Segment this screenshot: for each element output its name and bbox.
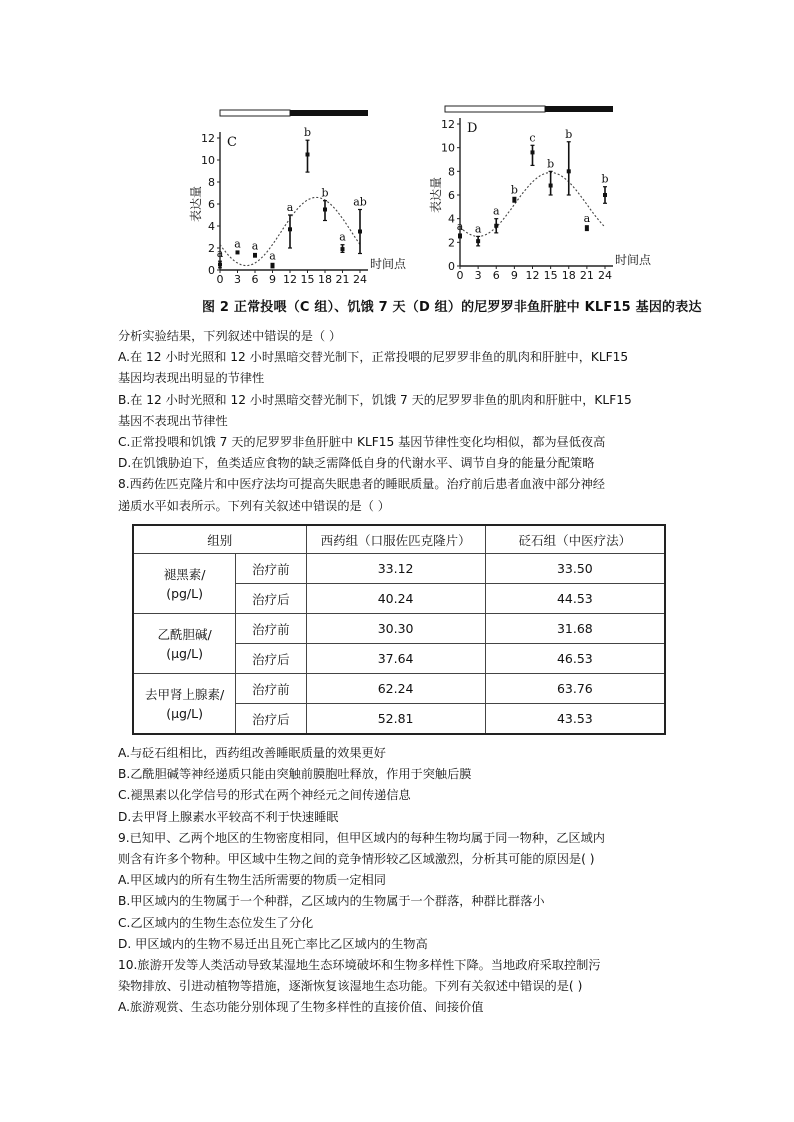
y-tick-label: 4 xyxy=(448,212,455,226)
q9-option-c: C.乙区域内的生物生态位发生了分化 xyxy=(118,915,314,930)
y-tick-label: 8 xyxy=(208,176,215,189)
q10-stem-line2: 染物排放、引进动植物等措施，逐渐恢复该湿地生态功能。下列有关叙述中错误的是( ) xyxy=(118,979,583,994)
data-point xyxy=(218,263,222,267)
y-axis-label: 表达量 xyxy=(189,185,203,223)
acetylcholine-unit: (μg/L) xyxy=(166,645,204,661)
significance-label: a xyxy=(474,222,482,236)
significance-label: b xyxy=(303,126,312,140)
q10-stem-line1: 10.旅游开发等人类活动导致某湿地生态环境破坏和生物多样性下降。当地政府采取控制污 xyxy=(118,958,601,973)
norepinephrine-unit: (μg/L) xyxy=(166,705,204,721)
data-point xyxy=(271,264,275,268)
q7-option-d: D.在饥饿胁迫下，鱼类适应食物的缺乏需降低自身的代谢水平、调节自身的能量分配策略 xyxy=(118,456,595,471)
melatonin-label: 褪黑素/ xyxy=(163,566,206,582)
cell-after: 治疗后 xyxy=(236,704,306,735)
x-tick-label: 18 xyxy=(318,273,332,286)
q9-stem-line2: 则含有许多个物种。甲区域中生物之间的竞争情形较乙区域激烈，分析其可能的原因是( ) xyxy=(118,852,595,867)
x-tick-label: 6 xyxy=(251,273,259,286)
y-tick-label: 0 xyxy=(208,264,215,277)
panel-label: D xyxy=(467,121,478,136)
q8-option-a: A.与砭石组相比，西药组改善睡眠质量的效果更好 xyxy=(118,746,386,760)
cell-value: 31.68 xyxy=(485,614,665,644)
question-8-options-and-more xyxy=(118,743,678,1019)
data-point xyxy=(236,250,240,254)
cell-value: 33.50 xyxy=(485,554,665,584)
cell-before: 治疗前 xyxy=(236,554,306,584)
x-axis-label: 时间点 xyxy=(615,253,652,267)
data-point xyxy=(476,239,480,243)
cell-value: 33.12 xyxy=(306,554,485,584)
th-stone: 砭石组（中医疗法） xyxy=(485,525,665,554)
cell-after: 治疗后 xyxy=(236,644,306,674)
q9-option-b: B.甲区域内的生物属于一个种群，乙区域内的生物属于一个群落，种群比群落小 xyxy=(118,894,545,909)
data-point xyxy=(323,208,327,212)
x-tick-label: 15 xyxy=(543,269,558,282)
y-tick-label: 12 xyxy=(441,118,455,131)
x-tick-label: 15 xyxy=(300,273,315,286)
th-west: 西药组（口服佐匹克隆片） xyxy=(306,525,485,554)
x-axis-label: 时间点 xyxy=(370,257,407,271)
data-point xyxy=(531,150,535,154)
significance-label: c xyxy=(529,131,536,145)
melatonin-unit: (pg/L) xyxy=(166,585,203,601)
significance-label: b xyxy=(565,127,573,141)
y-tick-label: 6 xyxy=(208,198,215,211)
q7-option-b-line1: B.在 12 小时光照和 12 小时黑暗交替光制下，饥饿 7 天的尼罗罗非鱼的肌肉和肝脏中，KLF15 xyxy=(118,392,632,407)
data-point xyxy=(585,226,589,230)
significance-label: ab xyxy=(353,195,367,209)
q9-stem-line1: 9.已知甲、乙两个地区的生物密度相同，但甲区域内的每种生物均属于同一物种，乙区域内 xyxy=(118,830,605,845)
q10-option-a: A.旅游观赏、生态功能分别体现了生物多样性的直接价值、间接价值 xyxy=(118,1000,484,1015)
y-tick-label: 6 xyxy=(448,189,455,202)
data-point xyxy=(253,254,257,258)
significance-label: b xyxy=(601,172,609,186)
panel-label: C xyxy=(227,135,237,150)
y-tick-label: 2 xyxy=(208,242,215,255)
cell-after: 治疗后 xyxy=(236,584,306,614)
y-tick-label: 10 xyxy=(201,154,215,167)
significance-label: a xyxy=(583,211,591,225)
light-period-bar xyxy=(445,106,545,112)
q8-option-b: B.乙酰胆碱等神经递质只能由突触前膜胞吐释放，作用于突触后膜 xyxy=(118,767,472,782)
significance-label: a xyxy=(456,220,464,234)
x-tick-label: 0 xyxy=(456,269,464,282)
cell-value: 30.30 xyxy=(306,614,485,644)
data-point xyxy=(288,227,292,231)
significance-label: a xyxy=(216,247,224,261)
data-point xyxy=(458,234,462,238)
figure-caption: 图 2 正常投喂（C 组）、饥饿 7 天（D 组）的尼罗罗非鱼肝脏中 KLF15 基因的表达 xyxy=(202,300,702,315)
dark-period-bar xyxy=(545,106,613,112)
data-point xyxy=(341,247,345,251)
data-point xyxy=(306,153,310,157)
data-point xyxy=(603,193,607,197)
q7-option-c: C.正常投喂和饥饿 7 天的尼罗罗非鱼肝脏中 KLF15 基因节律性变化均相似，都为昼低夜高 xyxy=(118,435,606,450)
y-axis-label: 表达量 xyxy=(429,176,443,214)
cell-value: 46.53 xyxy=(485,644,665,674)
row-name-acetylcholine xyxy=(133,614,236,674)
row-name-norepinephrine xyxy=(133,674,236,735)
acetylcholine-label: 乙酰胆碱/ xyxy=(157,626,212,642)
x-tick-label: 21 xyxy=(335,273,350,286)
x-tick-label: 3 xyxy=(474,269,482,282)
x-tick-label: 12 xyxy=(525,269,540,282)
significance-label: a xyxy=(269,249,276,263)
y-tick-label: 0 xyxy=(448,260,455,273)
q8-option-c: C.褪黑素以化学信号的形式在两个神经元之间传递信息 xyxy=(118,788,411,803)
x-tick-label: 3 xyxy=(234,273,241,286)
y-tick-label: 8 xyxy=(448,165,455,179)
panel-c xyxy=(188,110,407,286)
data-point xyxy=(494,224,498,228)
data-point xyxy=(358,230,362,234)
q8-option-d: D.去甲肾上腺素水平较高不利于快速睡眠 xyxy=(118,809,339,824)
x-tick-label: 18 xyxy=(561,269,576,282)
x-tick-label: 9 xyxy=(269,273,276,286)
panel-d xyxy=(428,106,652,282)
x-tick-label: 21 xyxy=(579,269,594,282)
fitted-curve xyxy=(460,173,605,237)
cell-before: 治疗前 xyxy=(236,674,306,704)
significance-label: a xyxy=(286,201,294,214)
cell-value: 44.53 xyxy=(485,584,665,614)
data-point xyxy=(549,184,553,188)
norepinephrine-label: 去甲肾上腺素/ xyxy=(144,686,225,702)
significance-label: b xyxy=(510,183,518,197)
cell-value: 52.81 xyxy=(306,704,485,735)
x-tick-label: 12 xyxy=(283,273,297,286)
row-name-melatonin xyxy=(133,554,236,614)
th-group: 组别 xyxy=(133,525,306,554)
cell-value: 63.76 xyxy=(485,674,665,704)
y-tick-label: 10 xyxy=(441,141,455,155)
q7-option-a-line2: 基因均表现出明显的节律性 xyxy=(118,371,265,386)
cell-before: 治疗前 xyxy=(236,614,306,644)
significance-label: a xyxy=(492,204,500,218)
q7-option-b-line2: 基因不表现出节律性 xyxy=(118,413,228,428)
q9-option-a: A.甲区域内的所有生物生活所需要的物质一定相同 xyxy=(118,873,386,888)
dark-period-bar xyxy=(290,110,368,116)
cell-value: 37.64 xyxy=(306,644,485,674)
x-tick-label: 24 xyxy=(353,273,367,286)
cell-value: 43.53 xyxy=(485,704,665,735)
x-tick-label: 0 xyxy=(216,273,224,286)
y-tick-label: 2 xyxy=(448,236,455,250)
cell-value: 40.24 xyxy=(306,584,485,614)
significance-label: a xyxy=(339,230,346,244)
data-point xyxy=(512,198,516,202)
significance-label: b xyxy=(547,157,555,171)
question-7 xyxy=(118,326,678,517)
q8-stem-line1: 8.西药佐匹克隆片和中医疗法均可提高失眠患者的睡眠质量。治疗前后患者血液中部分神经 xyxy=(118,477,605,492)
x-tick-label: 9 xyxy=(510,269,518,282)
significance-label: a xyxy=(251,239,259,253)
light-period-bar xyxy=(220,110,290,116)
q9-option-d: D. 甲区域内的生物不易迁出且死亡率比乙区域内的生物高 xyxy=(118,936,428,951)
q7-option-a-line1: A.在 12 小时光照和 12 小时黑暗交替光制下，正常投喂的尼罗罗非鱼的肌肉和肝脏中，KLF15 xyxy=(118,350,629,365)
x-tick-label: 24 xyxy=(598,269,612,282)
y-tick-label: 12 xyxy=(201,132,215,145)
neurotransmitter-table xyxy=(132,524,666,735)
x-tick-label: 6 xyxy=(492,269,500,282)
significance-label: b xyxy=(321,186,329,200)
cell-value: 62.24 xyxy=(306,674,485,704)
q8-stem-line2: 递质水平如表所示。下列有关叙述中错误的是（ ） xyxy=(118,498,390,513)
significance-label: a xyxy=(234,237,241,251)
data-point xyxy=(567,169,571,173)
expression-figure xyxy=(175,100,675,315)
y-tick-label: 4 xyxy=(208,220,215,233)
q7-stem: 分析实验结果，下列叙述中错误的是（ ） xyxy=(118,329,342,343)
